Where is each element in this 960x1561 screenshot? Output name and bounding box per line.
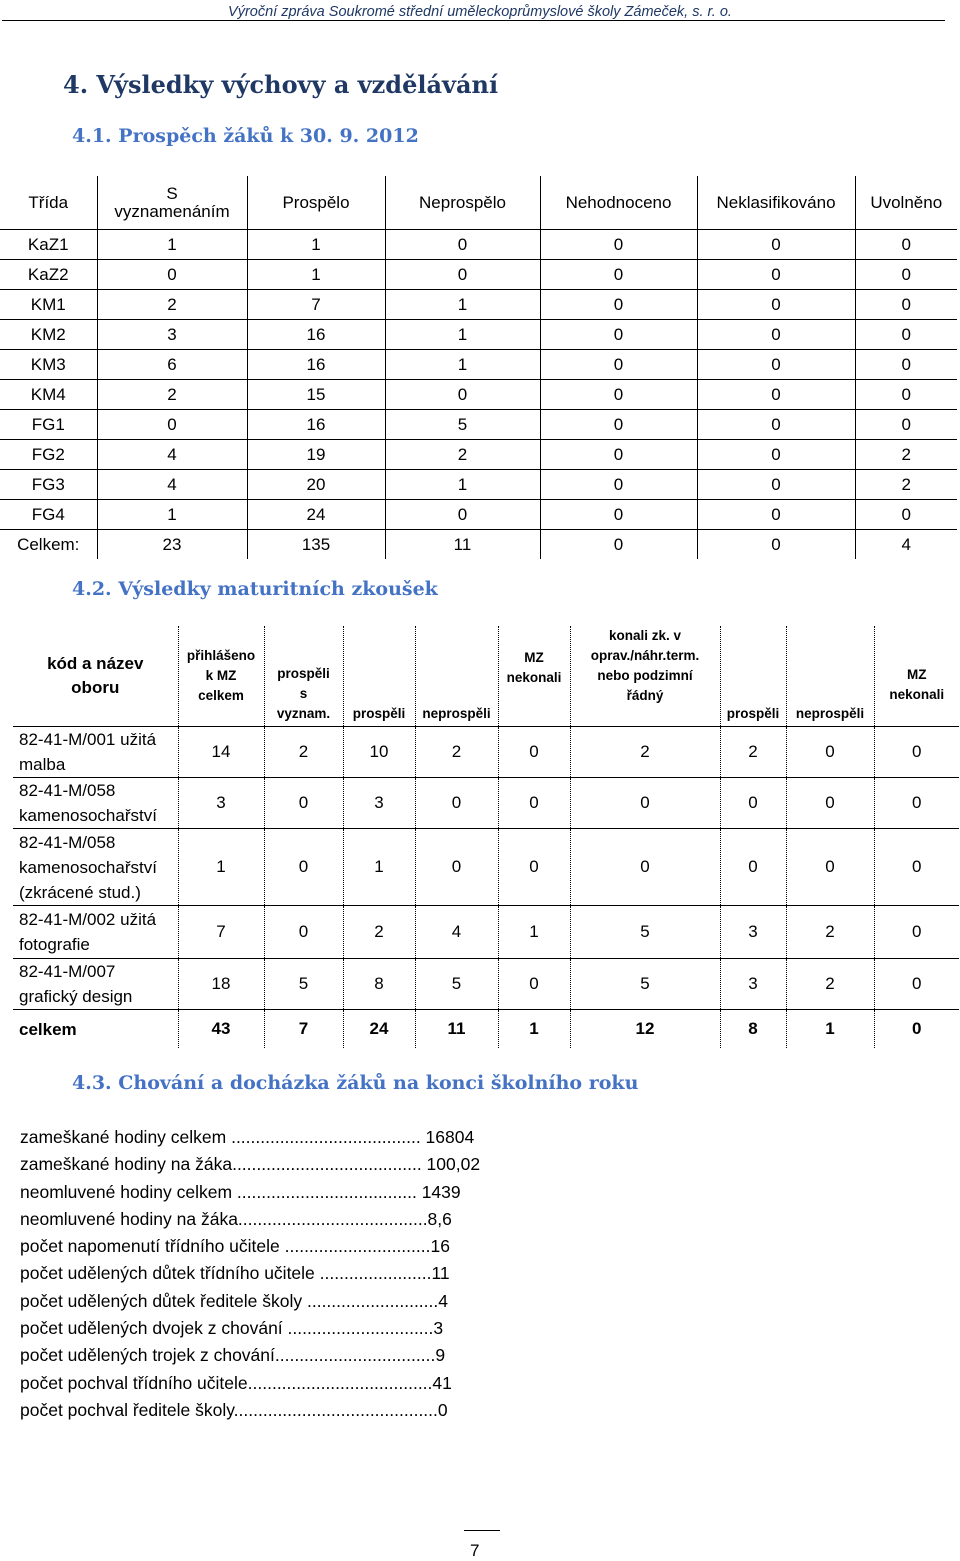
list-item: počet udělených důtek třídního učitele .......................11 xyxy=(20,1263,450,1284)
table-cell: 0 xyxy=(540,440,697,470)
table-header-row xyxy=(0,176,957,230)
row-label: KM3 xyxy=(0,350,97,380)
table-row xyxy=(13,778,959,829)
table-cell: 2 xyxy=(855,440,957,470)
table-cell: 2 xyxy=(264,727,343,778)
table-cell: 3 xyxy=(720,959,786,1010)
table-cell: 0 xyxy=(385,500,540,530)
col-header: neprospěli xyxy=(415,626,498,727)
table-cell: 0 xyxy=(570,829,720,906)
row-label: KM2 xyxy=(0,320,97,350)
row-label: FG4 xyxy=(0,500,97,530)
table-cell: 135 xyxy=(247,530,385,560)
table-cell: 2 xyxy=(385,440,540,470)
table-cell: 0 xyxy=(264,829,343,906)
table-cell: 3 xyxy=(720,906,786,959)
table-cell: 0 xyxy=(874,959,959,1010)
col-header: Třída xyxy=(28,192,69,212)
list-item: neomluvené hodiny celkem ..................................... 1439 xyxy=(20,1181,461,1202)
table-cell: 1 xyxy=(343,829,415,906)
table-cell: 1 xyxy=(385,290,540,320)
table-cell: 2 xyxy=(97,290,247,320)
table-cell: 0 xyxy=(498,778,570,829)
row-label: 82-41-M/001 užitá malba xyxy=(13,727,178,778)
table-cell: 0 xyxy=(697,320,855,350)
table-row xyxy=(0,380,957,410)
attendance-list xyxy=(20,1124,480,1424)
table-cell: 0 xyxy=(540,500,697,530)
row-label: celkem xyxy=(13,1010,178,1049)
table-cell: 1 xyxy=(247,260,385,290)
table-cell: 7 xyxy=(264,1010,343,1049)
table-cell: 8 xyxy=(720,1010,786,1049)
table-cell: 2 xyxy=(415,727,498,778)
col-header: prospěli xyxy=(343,626,415,727)
table-row xyxy=(0,350,957,380)
table-cell: 0 xyxy=(697,440,855,470)
table-cell: 0 xyxy=(540,380,697,410)
table-cell: 1 xyxy=(385,320,540,350)
table-cell: 5 xyxy=(264,959,343,1010)
table-cell: 5 xyxy=(415,959,498,1010)
page-number: 7 xyxy=(470,1541,480,1560)
table-cell: 0 xyxy=(855,290,957,320)
table-cell: 0 xyxy=(540,530,697,560)
table-cell: 1 xyxy=(385,350,540,380)
table-cell: 0 xyxy=(874,778,959,829)
table-cell: 11 xyxy=(415,1010,498,1049)
subsection-title-2: 4.2. Výsledky maturitních zkoušek xyxy=(72,578,438,600)
table-cell: 3 xyxy=(97,320,247,350)
row-label: 82-41-M/007 grafický design xyxy=(13,959,178,1010)
table-cell: 1 xyxy=(97,500,247,530)
col-header: MZ nekonali xyxy=(498,626,570,727)
table-cell: 0 xyxy=(540,470,697,500)
table-cell: 2 xyxy=(720,727,786,778)
table-cell: 16 xyxy=(247,410,385,440)
table-cell: 0 xyxy=(540,320,697,350)
row-label: Celkem: xyxy=(0,530,97,560)
list-item: počet pochval ředitele školy..........................................0 xyxy=(20,1399,448,1420)
table-cell: 0 xyxy=(385,230,540,260)
list-item: neomluvené hodiny na žáka.......................................8,6 xyxy=(20,1208,452,1229)
table-header-row xyxy=(13,626,959,727)
table-cell: 1 xyxy=(97,230,247,260)
table-cell: 0 xyxy=(540,290,697,320)
table-cell: 0 xyxy=(874,1010,959,1049)
table-cell: 5 xyxy=(570,959,720,1010)
table-cell: 19 xyxy=(247,440,385,470)
table-cell: 11 xyxy=(385,530,540,560)
table-cell: 0 xyxy=(855,380,957,410)
table-cell: 0 xyxy=(786,778,874,829)
col-header: kód a název oboru xyxy=(47,654,144,697)
table-row xyxy=(0,410,957,440)
total-row xyxy=(13,1010,959,1049)
results-table xyxy=(0,176,957,559)
footer-rule xyxy=(464,1530,500,1531)
header-rule xyxy=(2,20,945,21)
table-cell: 8 xyxy=(343,959,415,1010)
row-label: KaZ1 xyxy=(0,230,97,260)
table-row xyxy=(13,959,959,1010)
table-cell: 10 xyxy=(343,727,415,778)
table-cell: 0 xyxy=(697,500,855,530)
list-item: počet napomenutí třídního učitele ..............................16 xyxy=(20,1236,450,1257)
table-cell: 0 xyxy=(697,260,855,290)
table-cell: 16 xyxy=(247,350,385,380)
row-label: KaZ2 xyxy=(0,260,97,290)
table-cell: 4 xyxy=(855,530,957,560)
col-header: prospěli xyxy=(720,626,786,727)
table-cell: 20 xyxy=(247,470,385,500)
table-cell: 0 xyxy=(697,230,855,260)
table-cell: 43 xyxy=(178,1010,264,1049)
table-cell: 0 xyxy=(697,290,855,320)
table-cell: 0 xyxy=(697,380,855,410)
col-header: Nehodnoceno xyxy=(540,176,697,230)
row-label: KM1 xyxy=(0,290,97,320)
col-header: Uvolněno xyxy=(855,176,957,230)
subsection-title-3: 4.3. Chování a docházka žáků na konci školního roku xyxy=(72,1072,639,1094)
table-cell: 2 xyxy=(855,470,957,500)
table-cell: 5 xyxy=(570,906,720,959)
col-header: S vyznamenáním xyxy=(97,176,247,230)
table-cell: 2 xyxy=(786,959,874,1010)
col-header: neprospěli xyxy=(786,626,874,727)
row-label: FG3 xyxy=(0,470,97,500)
row-label: 82-41-M/058 kamenosochařství xyxy=(13,778,178,829)
table-cell: 1 xyxy=(786,1010,874,1049)
table-cell: 0 xyxy=(540,410,697,440)
col-header: Neprospělo xyxy=(385,176,540,230)
table-cell: 4 xyxy=(97,470,247,500)
list-item: zameškané hodiny celkem ....................................... 16804 xyxy=(20,1127,475,1147)
table-row xyxy=(13,906,959,959)
table-cell: 0 xyxy=(540,260,697,290)
table-cell: 0 xyxy=(697,530,855,560)
running-header: Výroční zpráva Soukromé střední uměleckoprůmyslové školy Zámeček, s. r. o. xyxy=(228,4,732,20)
table-cell: 12 xyxy=(570,1010,720,1049)
table-cell: 0 xyxy=(385,380,540,410)
table-row xyxy=(13,829,959,906)
table-cell: 0 xyxy=(720,829,786,906)
table-cell: 0 xyxy=(540,230,697,260)
row-label: KM4 xyxy=(0,380,97,410)
table-cell: 7 xyxy=(247,290,385,320)
table-cell: 0 xyxy=(855,230,957,260)
table-cell: 0 xyxy=(697,470,855,500)
table-cell: 0 xyxy=(264,906,343,959)
graduation-table xyxy=(13,626,959,1048)
table-cell: 2 xyxy=(97,380,247,410)
col-header: přihlášeno k MZ celkem xyxy=(178,626,264,727)
table-cell: 0 xyxy=(385,260,540,290)
table-cell: 0 xyxy=(97,260,247,290)
list-item: počet udělených trojek z chování.................................9 xyxy=(20,1345,446,1366)
col-header: MZ nekonali xyxy=(874,626,959,727)
table-cell: 0 xyxy=(697,350,855,380)
table-cell: 0 xyxy=(540,350,697,380)
table-cell: 4 xyxy=(97,440,247,470)
table-cell: 0 xyxy=(264,778,343,829)
col-header: Prospělo xyxy=(247,176,385,230)
table-cell: 3 xyxy=(343,778,415,829)
table-cell: 0 xyxy=(855,350,957,380)
table-row xyxy=(0,320,957,350)
subsection-title-1: 4.1. Prospěch žáků k 30. 9. 2012 xyxy=(72,125,419,147)
table-cell: 2 xyxy=(786,906,874,959)
table-cell: 0 xyxy=(570,778,720,829)
list-item: počet udělených dvojek z chování ..............................3 xyxy=(20,1318,444,1339)
table-cell: 1 xyxy=(498,906,570,959)
table-cell: 0 xyxy=(97,410,247,440)
row-label: 82-41-M/002 užitá fotografie xyxy=(13,906,178,959)
row-label: FG1 xyxy=(0,410,97,440)
table-cell: 4 xyxy=(415,906,498,959)
list-item: počet udělených důtek ředitele školy ...........................4 xyxy=(20,1290,448,1311)
table-cell: 3 xyxy=(178,778,264,829)
table-cell: 0 xyxy=(697,410,855,440)
table-cell: 0 xyxy=(874,906,959,959)
table-cell: 6 xyxy=(97,350,247,380)
col-header: Neklasifikováno xyxy=(697,176,855,230)
table-cell: 0 xyxy=(855,500,957,530)
table-cell: 0 xyxy=(855,410,957,440)
table-cell: 0 xyxy=(720,778,786,829)
table-cell: 23 xyxy=(97,530,247,560)
table-cell: 1 xyxy=(178,829,264,906)
table-cell: 1 xyxy=(247,230,385,260)
table-row xyxy=(0,440,957,470)
table-cell: 5 xyxy=(385,410,540,440)
table-cell: 14 xyxy=(178,727,264,778)
table-cell: 1 xyxy=(385,470,540,500)
table-cell: 0 xyxy=(874,829,959,906)
table-cell: 15 xyxy=(247,380,385,410)
table-row xyxy=(0,500,957,530)
table-cell: 1 xyxy=(498,1010,570,1049)
table-row xyxy=(0,470,957,500)
table-row xyxy=(0,230,957,260)
table-cell: 18 xyxy=(178,959,264,1010)
table-cell: 0 xyxy=(498,727,570,778)
row-label: FG2 xyxy=(0,440,97,470)
row-label: 82-41-M/058 kamenosochařství (zkrácené stud.) xyxy=(13,829,178,906)
list-item: počet pochval třídního učitele......................................41 xyxy=(20,1372,452,1393)
table-cell: 0 xyxy=(855,320,957,350)
table-cell: 2 xyxy=(343,906,415,959)
section-title: 4. Výsledky výchovy a vzdělávání xyxy=(63,70,499,99)
table-cell: 0 xyxy=(498,959,570,1010)
table-cell: 7 xyxy=(178,906,264,959)
table-cell: 0 xyxy=(786,829,874,906)
table-row xyxy=(0,530,957,560)
col-header: prospěli s vyznam. xyxy=(264,626,343,727)
col-header: konali zk. v oprav./náhr.term. nebo podzimní řádný xyxy=(570,626,720,727)
table-cell: 2 xyxy=(570,727,720,778)
table-row xyxy=(0,260,957,290)
table-cell: 16 xyxy=(247,320,385,350)
table-row xyxy=(0,290,957,320)
table-cell: 24 xyxy=(343,1010,415,1049)
list-item: zameškané hodiny na žáka....................................... 100,02 xyxy=(20,1154,481,1175)
table-cell: 0 xyxy=(415,829,498,906)
table-cell: 0 xyxy=(415,778,498,829)
table-cell: 0 xyxy=(874,727,959,778)
table-row xyxy=(13,727,959,778)
table-cell: 0 xyxy=(786,727,874,778)
table-cell: 0 xyxy=(498,829,570,906)
table-cell: 0 xyxy=(855,260,957,290)
table-cell: 24 xyxy=(247,500,385,530)
